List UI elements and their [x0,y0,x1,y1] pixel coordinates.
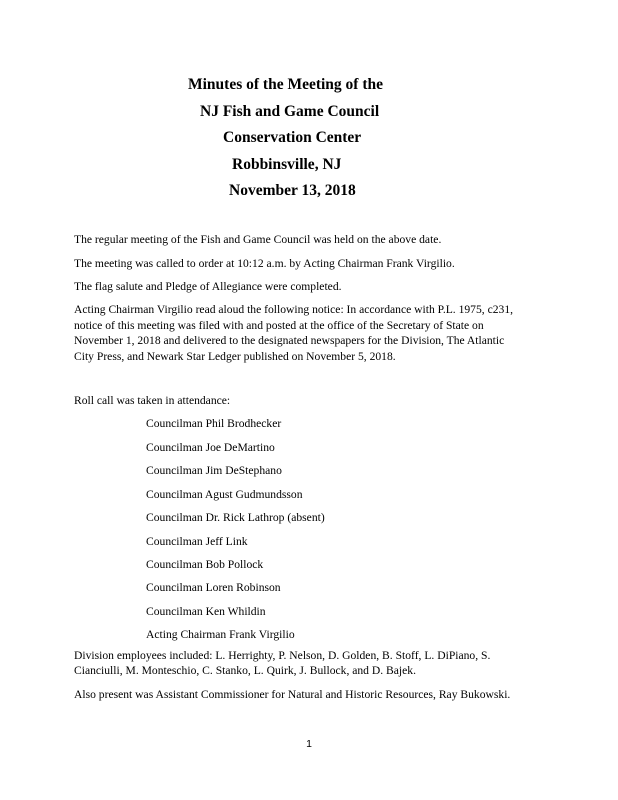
attendee-item: Councilman Agust Gudmundsson [146,488,303,501]
paragraph-flag-salute: The flag salute and Pledge of Allegiance were completed. [74,280,342,293]
attendee-item: Councilman Ken Whildin [146,605,266,618]
attendee-item: Councilman Dr. Rick Lathrop (absent) [146,511,325,524]
title-line-4: Robbinsville, NJ [232,156,342,173]
notice-line-3: November 1, 2018 and delivered to the designated newspapers for the Division, The Atlantic [74,334,505,347]
notice-line-2: notice of this meeting was filed with and posted at the office of the Secretary of State on [74,319,484,332]
page-number: 1 [306,738,312,750]
title-line-2: NJ Fish and Game Council [200,103,380,120]
employees-line-1: Division employees included: L. Herrighty, P. Nelson, D. Golden, B. Stoff, L. DiPiano, S. [74,649,491,662]
attendee-item: Councilman Jim DeStephano [146,464,282,477]
attendee-item: Councilman Joe DeMartino [146,441,275,454]
notice-line-1: Acting Chairman Virgilio read aloud the following notice: In accordance with P.L. 1975, c231, [74,303,514,316]
paragraph-roll-call: Roll call was taken in attendance: [74,394,231,407]
attendee-item: Acting Chairman Frank Virgilio [146,628,295,641]
attendee-item: Councilman Jeff Link [146,535,248,548]
paragraph-meeting-held: The regular meeting of the Fish and Game Council was held on the above date. [74,233,442,246]
employees-line-2: Cianciulli, M. Monteschio, C. Stanko, L. Quirk, J. Bullock, and D. Bajek. [74,664,416,677]
title-line-5: November 13, 2018 [229,182,356,199]
paragraph-called-to-order: The meeting was called to order at 10:12 a.m. by Acting Chairman Frank Virgilio. [74,257,455,270]
attendee-item: Councilman Loren Robinson [146,581,281,594]
attendee-item: Councilman Bob Pollock [146,558,264,571]
attendee-item: Councilman Phil Brodhecker [146,417,282,430]
title-line-3: Conservation Center [223,129,362,146]
title-line-1: Minutes of the Meeting of the [188,76,383,93]
notice-line-4: City Press, and Newark Star Ledger published on November 5, 2018. [74,350,396,363]
paragraph-also-present: Also present was Assistant Commissioner for Natural and Historic Resources, Ray Bukowski. [74,688,511,701]
